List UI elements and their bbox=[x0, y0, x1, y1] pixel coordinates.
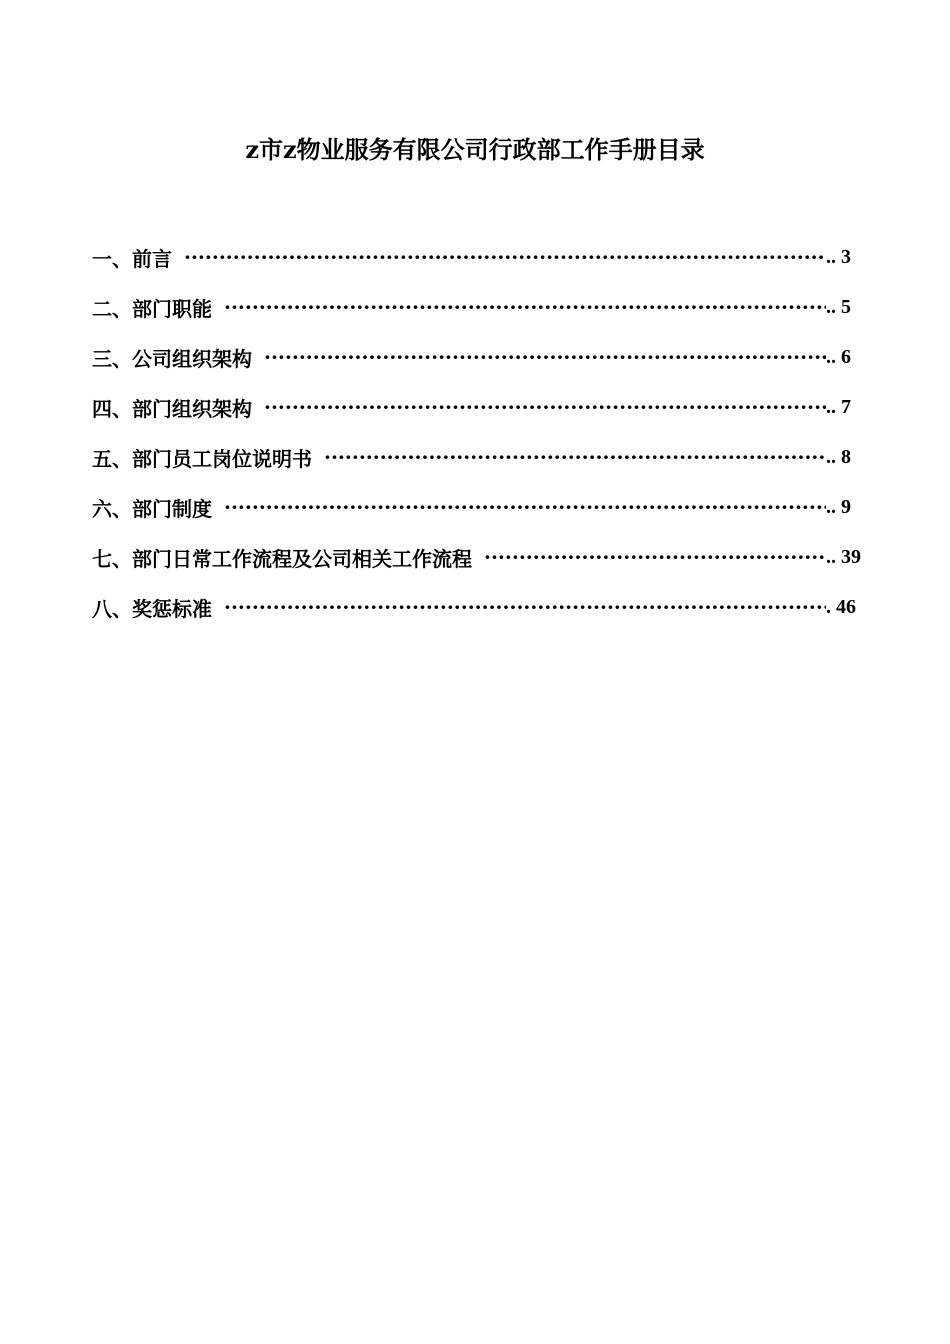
toc-entry-label: 四、部门组织架构 bbox=[92, 396, 252, 421]
toc-entry-page: .. 6 bbox=[826, 345, 851, 368]
toc-entry-preface[interactable] bbox=[92, 232, 862, 282]
toc-entry-department-rules[interactable] bbox=[92, 482, 862, 532]
toc-dot-leader bbox=[184, 246, 826, 268]
toc-dot-leader bbox=[224, 296, 826, 318]
toc-entry-label: 三、公司组织架构 bbox=[92, 346, 252, 371]
toc-entry-page: . 46 bbox=[826, 595, 856, 618]
page-title: z市z物业服务有限公司行政部工作手册目录 bbox=[245, 135, 705, 164]
toc-dot-leader bbox=[264, 346, 826, 368]
table-of-contents bbox=[92, 232, 862, 632]
toc-dot-leader bbox=[264, 396, 826, 418]
toc-entry-label: 二、部门职能 bbox=[92, 296, 212, 321]
toc-entry-department-structure[interactable] bbox=[92, 382, 862, 432]
toc-entry-label: 七、部门日常工作流程及公司相关工作流程 bbox=[92, 546, 472, 571]
toc-entry-label: 一、前言 bbox=[92, 246, 172, 271]
toc-entry-job-descriptions[interactable] bbox=[92, 432, 862, 482]
toc-entry-label: 五、部门员工岗位说明书 bbox=[92, 446, 312, 471]
toc-entry-label: 六、部门制度 bbox=[92, 496, 212, 521]
toc-entry-page: .. 3 bbox=[826, 245, 851, 268]
toc-dot-leader bbox=[224, 596, 826, 618]
toc-entry-page: .. 8 bbox=[826, 445, 851, 468]
toc-entry-page: .. 5 bbox=[826, 295, 851, 318]
toc-dot-leader bbox=[484, 546, 826, 568]
toc-entry-page: .. 7 bbox=[826, 395, 851, 418]
toc-entry-company-structure[interactable] bbox=[92, 332, 862, 382]
toc-dot-leader bbox=[224, 496, 826, 518]
toc-entry-label: 八、奖惩标准 bbox=[92, 596, 212, 621]
toc-entry-page: .. 39 bbox=[826, 545, 861, 568]
toc-entry-department-functions[interactable] bbox=[92, 282, 862, 332]
toc-entry-reward-punishment[interactable] bbox=[92, 582, 862, 632]
toc-dot-leader bbox=[324, 446, 826, 468]
toc-entry-page: .. 9 bbox=[826, 495, 851, 518]
toc-entry-workflows[interactable] bbox=[92, 532, 862, 582]
